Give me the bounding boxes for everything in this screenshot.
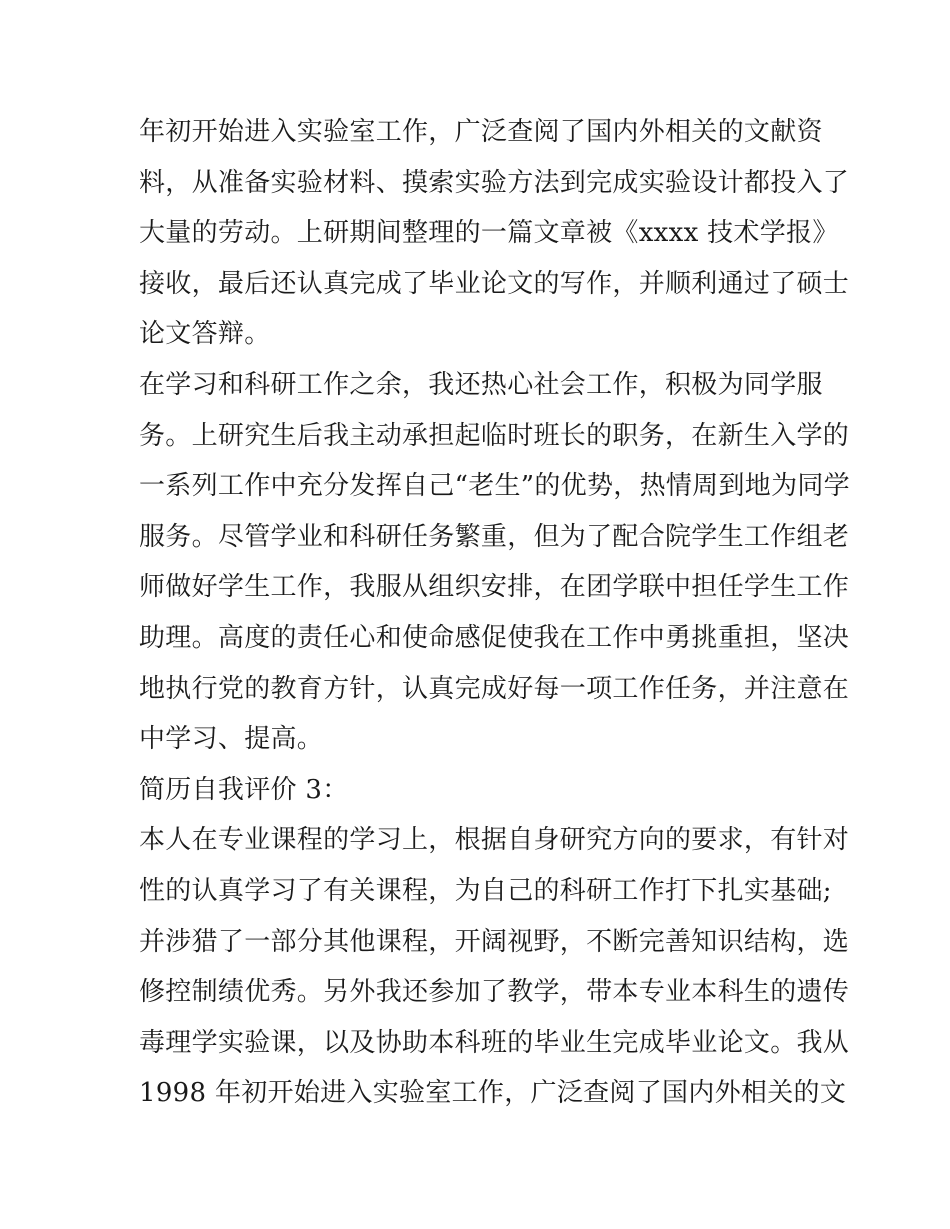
text-line: 修控制绩优秀。另外我还参加了教学，带本专业本科生的遗传 (139, 977, 850, 1008)
text-line: 助理。高度的责任心和使命感促使我在工作中勇挑重担，坚决 (139, 622, 850, 653)
text-line: 地执行党的教育方针，认真完成好每一项工作任务，并注意在 (139, 673, 850, 704)
text-line: 性的认真学习了有关课程，为自己的科研工作打下扎实基础; (139, 875, 832, 906)
section-heading: 简历自我评价 3： (139, 774, 349, 805)
text-line: 料，从准备实验材料、摸索实验方法到完成实验设计都投入了 (139, 167, 850, 198)
text-line: 接收，最后还认真完成了毕业论文的写作，并顺利通过了硕士 (139, 268, 850, 299)
text-line: 中学习、提高。 (139, 724, 324, 755)
text-line: 论文答辩。 (139, 319, 271, 350)
text-line: 1998 年初开始进入实验室工作，广泛查阅了国内外相关的文 (139, 1078, 847, 1109)
text-line: 大量的劳动。上研期间整理的一篇文章被《xxxx 技术学报》 (139, 218, 839, 249)
text-line: 师做好学生工作，我服从组织安排，在团学联中担任学生工作 (139, 572, 850, 603)
text-line: 一系列工作中充分发挥自己“老生”的优势，热情周到地为同学 (139, 471, 850, 502)
text-line: 本人在专业课程的学习上，根据自身研究方向的要求，有针对 (139, 825, 850, 856)
text-line: 在学习和科研工作之余，我还热心社会工作，积极为同学服 (139, 369, 823, 400)
text-line: 毒理学实验课，以及协助本科班的毕业生完成毕业论文。我从 (139, 1027, 850, 1058)
document-body (139, 107, 850, 1119)
text-line: 务。上研究生后我主动承担起临时班长的职务，在新生入学的 (139, 420, 850, 451)
text-line: 年初开始进入实验室工作，广泛查阅了国内外相关的文献资 (139, 117, 823, 147)
text-line: 服务。尽管学业和科研任务繁重，但为了配合院学生工作组老 (139, 521, 850, 552)
text-line: 并涉猎了一部分其他课程，开阔视野，不断完善知识结构，选 (139, 926, 850, 957)
